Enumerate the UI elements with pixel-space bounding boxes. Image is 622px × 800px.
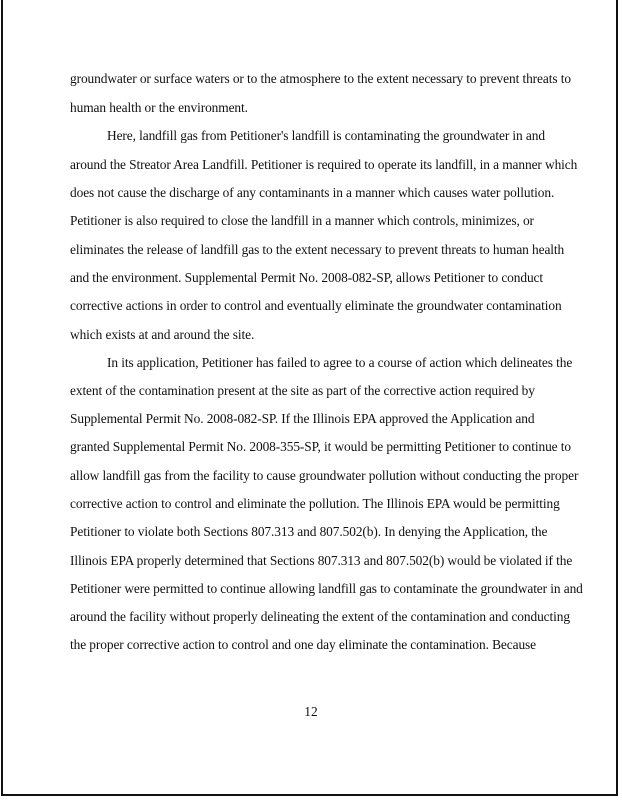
- text-line: human health or the environment.: [70, 100, 248, 115]
- text-line: Supplemental Permit No. 2008-082-SP. If the Illinois EPA approved the Application and: [70, 411, 535, 426]
- text-line: around the Streator Area Landfill. Petitioner is required to operate its landfill, in a manner which: [70, 157, 578, 172]
- text-line: and the environment. Supplemental Permit No. 2008-082-SP, allows Petitioner to conduct: [70, 270, 544, 285]
- text-line: corrective action to control and eliminate the pollution. The Illinois EPA would be permitting: [70, 496, 560, 511]
- page-number: 12: [304, 704, 318, 719]
- text-line: does not cause the discharge of any contaminants in a manner which causes water pollution.: [70, 185, 555, 200]
- text-line: eliminates the release of landfill gas to the extent necessary to prevent threats to human health: [70, 242, 565, 257]
- text-line: allow landfill gas from the facility to cause groundwater pollution without conducting the proper: [70, 468, 579, 483]
- text-line: extent of the contamination present at the site as part of the corrective action required by: [70, 383, 535, 398]
- text-line: groundwater or surface waters or to the atmosphere to the extent necessary to prevent threats to: [70, 71, 571, 86]
- text-line: corrective actions in order to control and eventually eliminate the groundwater contamination: [70, 298, 562, 313]
- text-line: Petitioner is also required to close the landfill in a manner which controls, minimizes, or: [70, 213, 534, 228]
- text-line: which exists at and around the site.: [70, 327, 255, 342]
- text-line: Here, landfill gas from Petitioner's landfill is contaminating the groundwater in and: [107, 128, 545, 143]
- text-line: the proper corrective action to control and one day eliminate the contamination. Because: [70, 637, 537, 652]
- text-line: Petitioner to violate both Sections 807.313 and 807.502(b). In denying the Application, the: [70, 524, 548, 539]
- text-line: around the facility without properly delineating the extent of the contamination and conducting: [70, 609, 570, 624]
- text-line: Illinois EPA properly determined that Sections 807.313 and 807.502(b) would be violated if the: [70, 553, 573, 568]
- text-line: granted Supplemental Permit No. 2008-355-SP, it would be permitting Petitioner to continue to: [70, 439, 571, 454]
- text-line: Petitioner were permitted to continue allowing landfill gas to contaminate the groundwater in and: [70, 581, 583, 596]
- text-line: In its application, Petitioner has failed to agree to a course of action which delineates the: [107, 355, 573, 370]
